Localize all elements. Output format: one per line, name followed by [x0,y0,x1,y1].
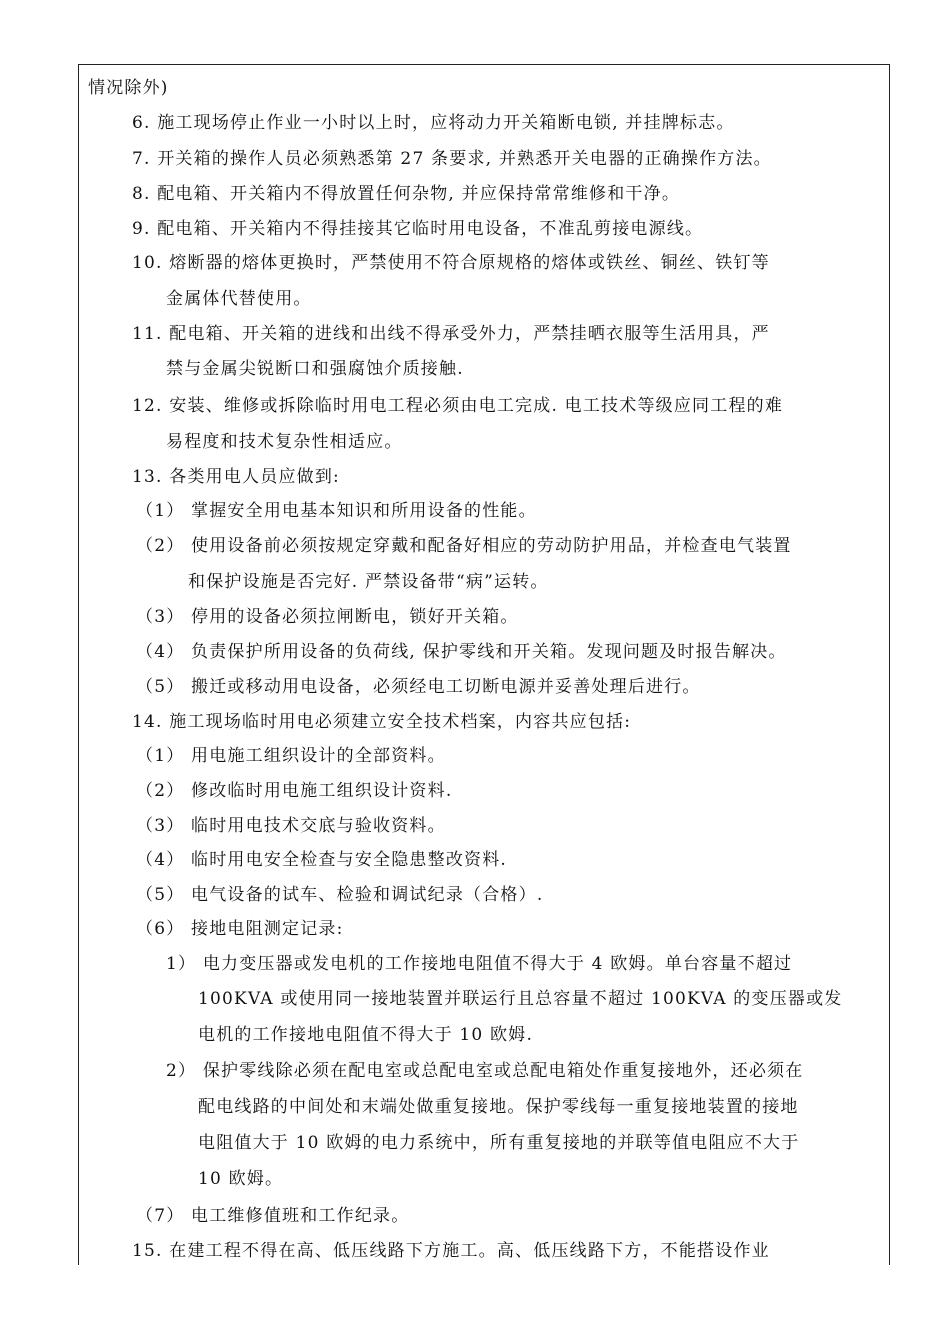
text-line: 100KVA 或使用同一接地装置并联运行且总容量不超过 100KVA 的变压器或发 [198,989,843,1009]
text-line: 2） 保护零线除必须在配电室或总配电室或总配电箱处作重复接地外，还必须在 [166,1061,804,1081]
text-line: 电机的工作接地电阻值不得大于 10 欧姆. [198,1025,534,1045]
text-line: （1） 用电施工组织设计的全部资料。 [136,746,446,766]
text-line: 金属体代替使用。 [166,289,312,309]
text-line: （3） 停用的设备必须拉闸断电，锁好开关箱。 [136,607,519,627]
text-line: （4） 负责保护所用设备的负荷线, 保护零线和开关箱。发现问题及时报告解决。 [136,642,787,662]
text-line: 情况除外) [88,78,169,98]
text-line: 6. 施工现场停止作业一小时以上时，应将动力开关箱断电锁, 并挂牌标志。 [132,113,735,133]
text-line: 易程度和技术复杂性相适应。 [166,432,403,452]
text-line: （3） 临时用电技术交底与验收资料。 [136,816,446,836]
text-line: 10. 熔断器的熔体更换时，严禁使用不符合原规格的熔体或铁丝、铜丝、铁钉等 [132,253,770,273]
text-line: （4） 临时用电安全检查与安全隐患整改资料. [136,850,508,870]
text-line: 8. 配电箱、开关箱内不得放置任何杂物, 并应保持常常维修和干净。 [132,184,681,204]
text-line: （6） 接地电阻测定记录: [136,919,344,939]
text-line: 12. 安装、维修或拆除临时用电工程必须由电工完成. 电工技术等级应同工程的难 [132,396,784,416]
text-line: （7） 电工维修值班和工作纪录。 [136,1206,410,1226]
text-line: 和保护设施是否完好. 严禁设备带“病”运转。 [188,572,549,592]
text-line: （2） 使用设备前必须按规定穿戴和配备好相应的劳动防护用品，并检查电气装置 [136,536,792,556]
text-line: 10 欧姆。 [198,1169,284,1189]
text-line: 15. 在建工程不得在高、低压线路下方施工。高、低压线路下方，不能搭设作业 [132,1241,770,1261]
text-line: 13. 各类用电人员应做到: [132,467,340,487]
text-line: （5） 电气设备的试车、检验和调试纪录（合格）. [136,885,544,905]
text-line: 14. 施工现场临时用电必须建立安全技术档案，内容共应包括: [132,712,632,732]
text-line: （1） 掌握安全用电基本知识和所用设备的性能。 [136,501,537,521]
text-line: （2） 修改临时用电施工组织设计资料. [136,781,453,801]
text-line: 7. 开关箱的操作人员必须熟悉第 27 条要求, 并熟悉开关电器的正确操作方法。 [132,149,772,169]
text-line: 禁与金属尖锐断口和强腐蚀介质接触. [166,359,464,379]
text-line: 配电线路的中间处和末端处做重复接地。保护零线每一重复接地装置的接地 [198,1097,799,1117]
text-line: 1） 电力变压器或发电机的工作接地电阻值不得大于 4 欧姆。单台容量不超过 [166,954,793,974]
text-line: 11. 配电箱、开关箱的进线和出线不得承受外力，严禁挂晒衣服等生活用具，严 [132,324,770,344]
text-line: 9. 配电箱、开关箱内不得挂接其它临时用电设备，不准乱剪接电源线。 [132,219,704,239]
document-frame [78,64,890,1265]
text-line: 电阻值大于 10 欧姆的电力系统中，所有重复接地的并联等值电阻应不大于 [198,1133,800,1153]
text-line: （5） 搬迁或移动用电设备，必须经电工切断电源并妥善处理后进行。 [136,677,701,697]
